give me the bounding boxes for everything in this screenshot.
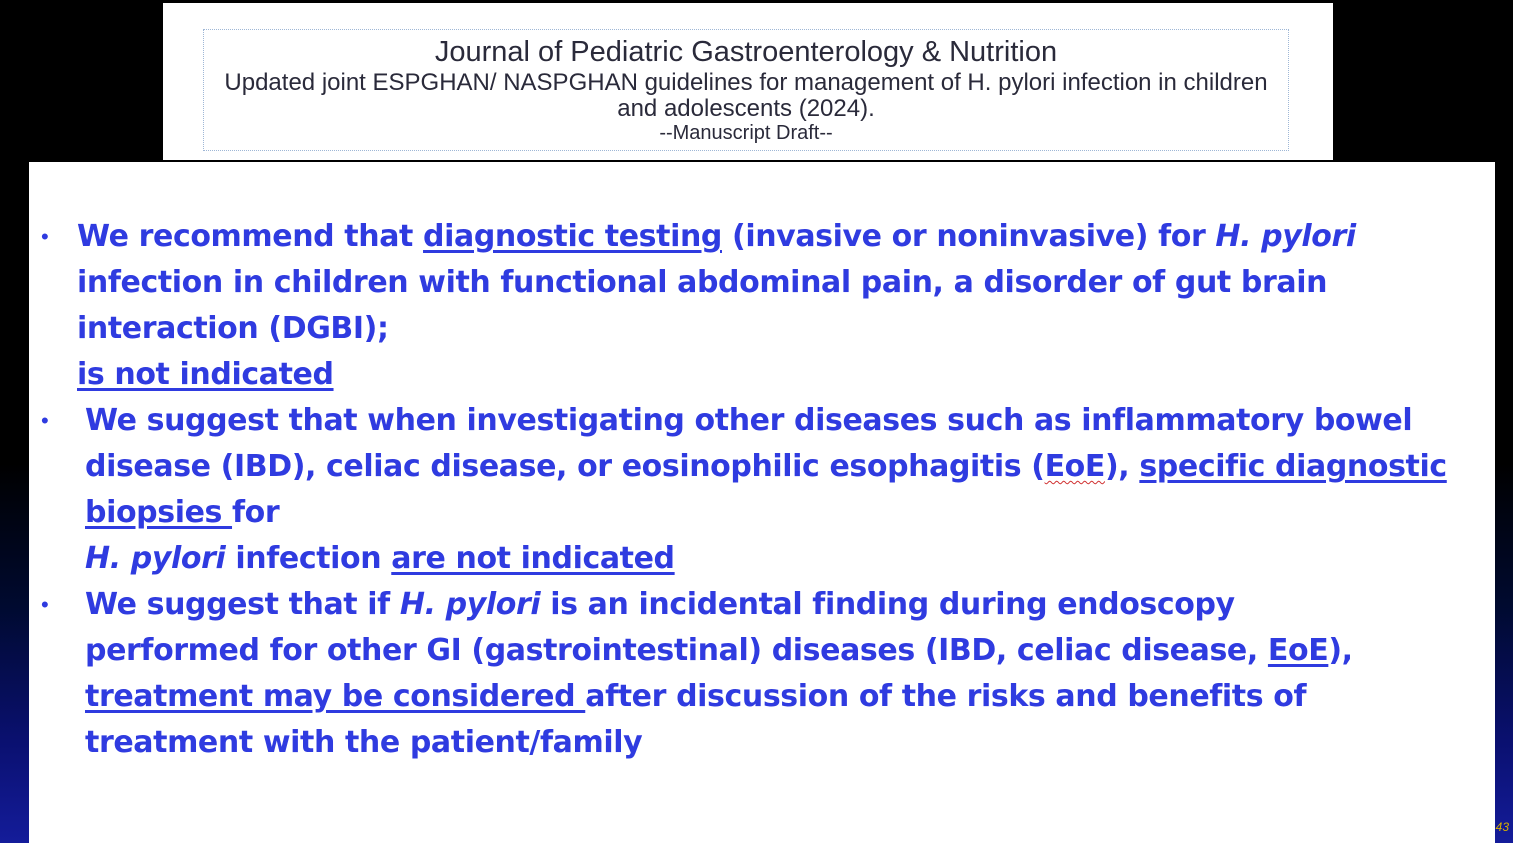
bullet-marker: • [41,408,49,433]
emphasis-text: specific diagnostic biopsies [85,449,1447,530]
recommendation-1 [77,214,1487,398]
bullet-marker: • [41,592,49,617]
organism-name: H. pylori [85,541,226,576]
emphasis-text: is not indicated [77,357,334,392]
journal-header [163,3,1333,160]
bullet-text: (invasive or noninvasive) for [721,219,1216,254]
organism-name: H. pylori [1215,219,1356,254]
spellcheck-word: EoE [1267,633,1329,668]
emphasis-text: diagnostic testing [423,219,722,254]
bullet-text: for [232,495,280,530]
slide-number: 43 [1495,820,1509,834]
recommendation-2 [85,398,1480,582]
organism-name: H. pylori [399,587,541,622]
journal-header-frame [203,29,1289,151]
content-panel [29,162,1495,843]
paper-title: Updated joint ESPGHAN/ NASPGHAN guidelines for management of H. pylori infection in children and adolescents (2024). [224,69,1268,122]
emphasis-text: are not indicated [391,541,675,576]
bullet-text: ), [1104,449,1140,484]
draft-label: --Manuscript Draft-- [659,122,833,144]
bullet-marker: • [41,224,49,249]
emphasis-text: treatment may be considered [85,679,586,714]
bullet-text: is an incidental finding during endoscopy performed for other GI (gastrointestinal) diseases (IBD, celiac disease, [85,587,1268,668]
bullet-text: We suggest that if [85,587,400,622]
bullet-text: We recommend that [77,219,424,254]
spellcheck-word: EoE [1044,449,1105,484]
bullet-text: infection in children with functional abdominal pain, a disorder of gut brain interaction (DGBI); [77,265,1328,346]
bullet-text: infection [225,541,392,576]
recommendation-3 [85,582,1405,766]
bullet-text: after discussion of the risks and benefits of treatment with the patient/family [85,679,1307,760]
bullet-text: ), [1328,633,1353,668]
journal-title: Journal of Pediatric Gastroenterology & Nutrition [434,36,1058,68]
bullet-text: We suggest that when investigating other diseases such as inflammatory bowel disease (IBD), celiac disease, or eosinophilic esophagitis ( [85,403,1413,484]
